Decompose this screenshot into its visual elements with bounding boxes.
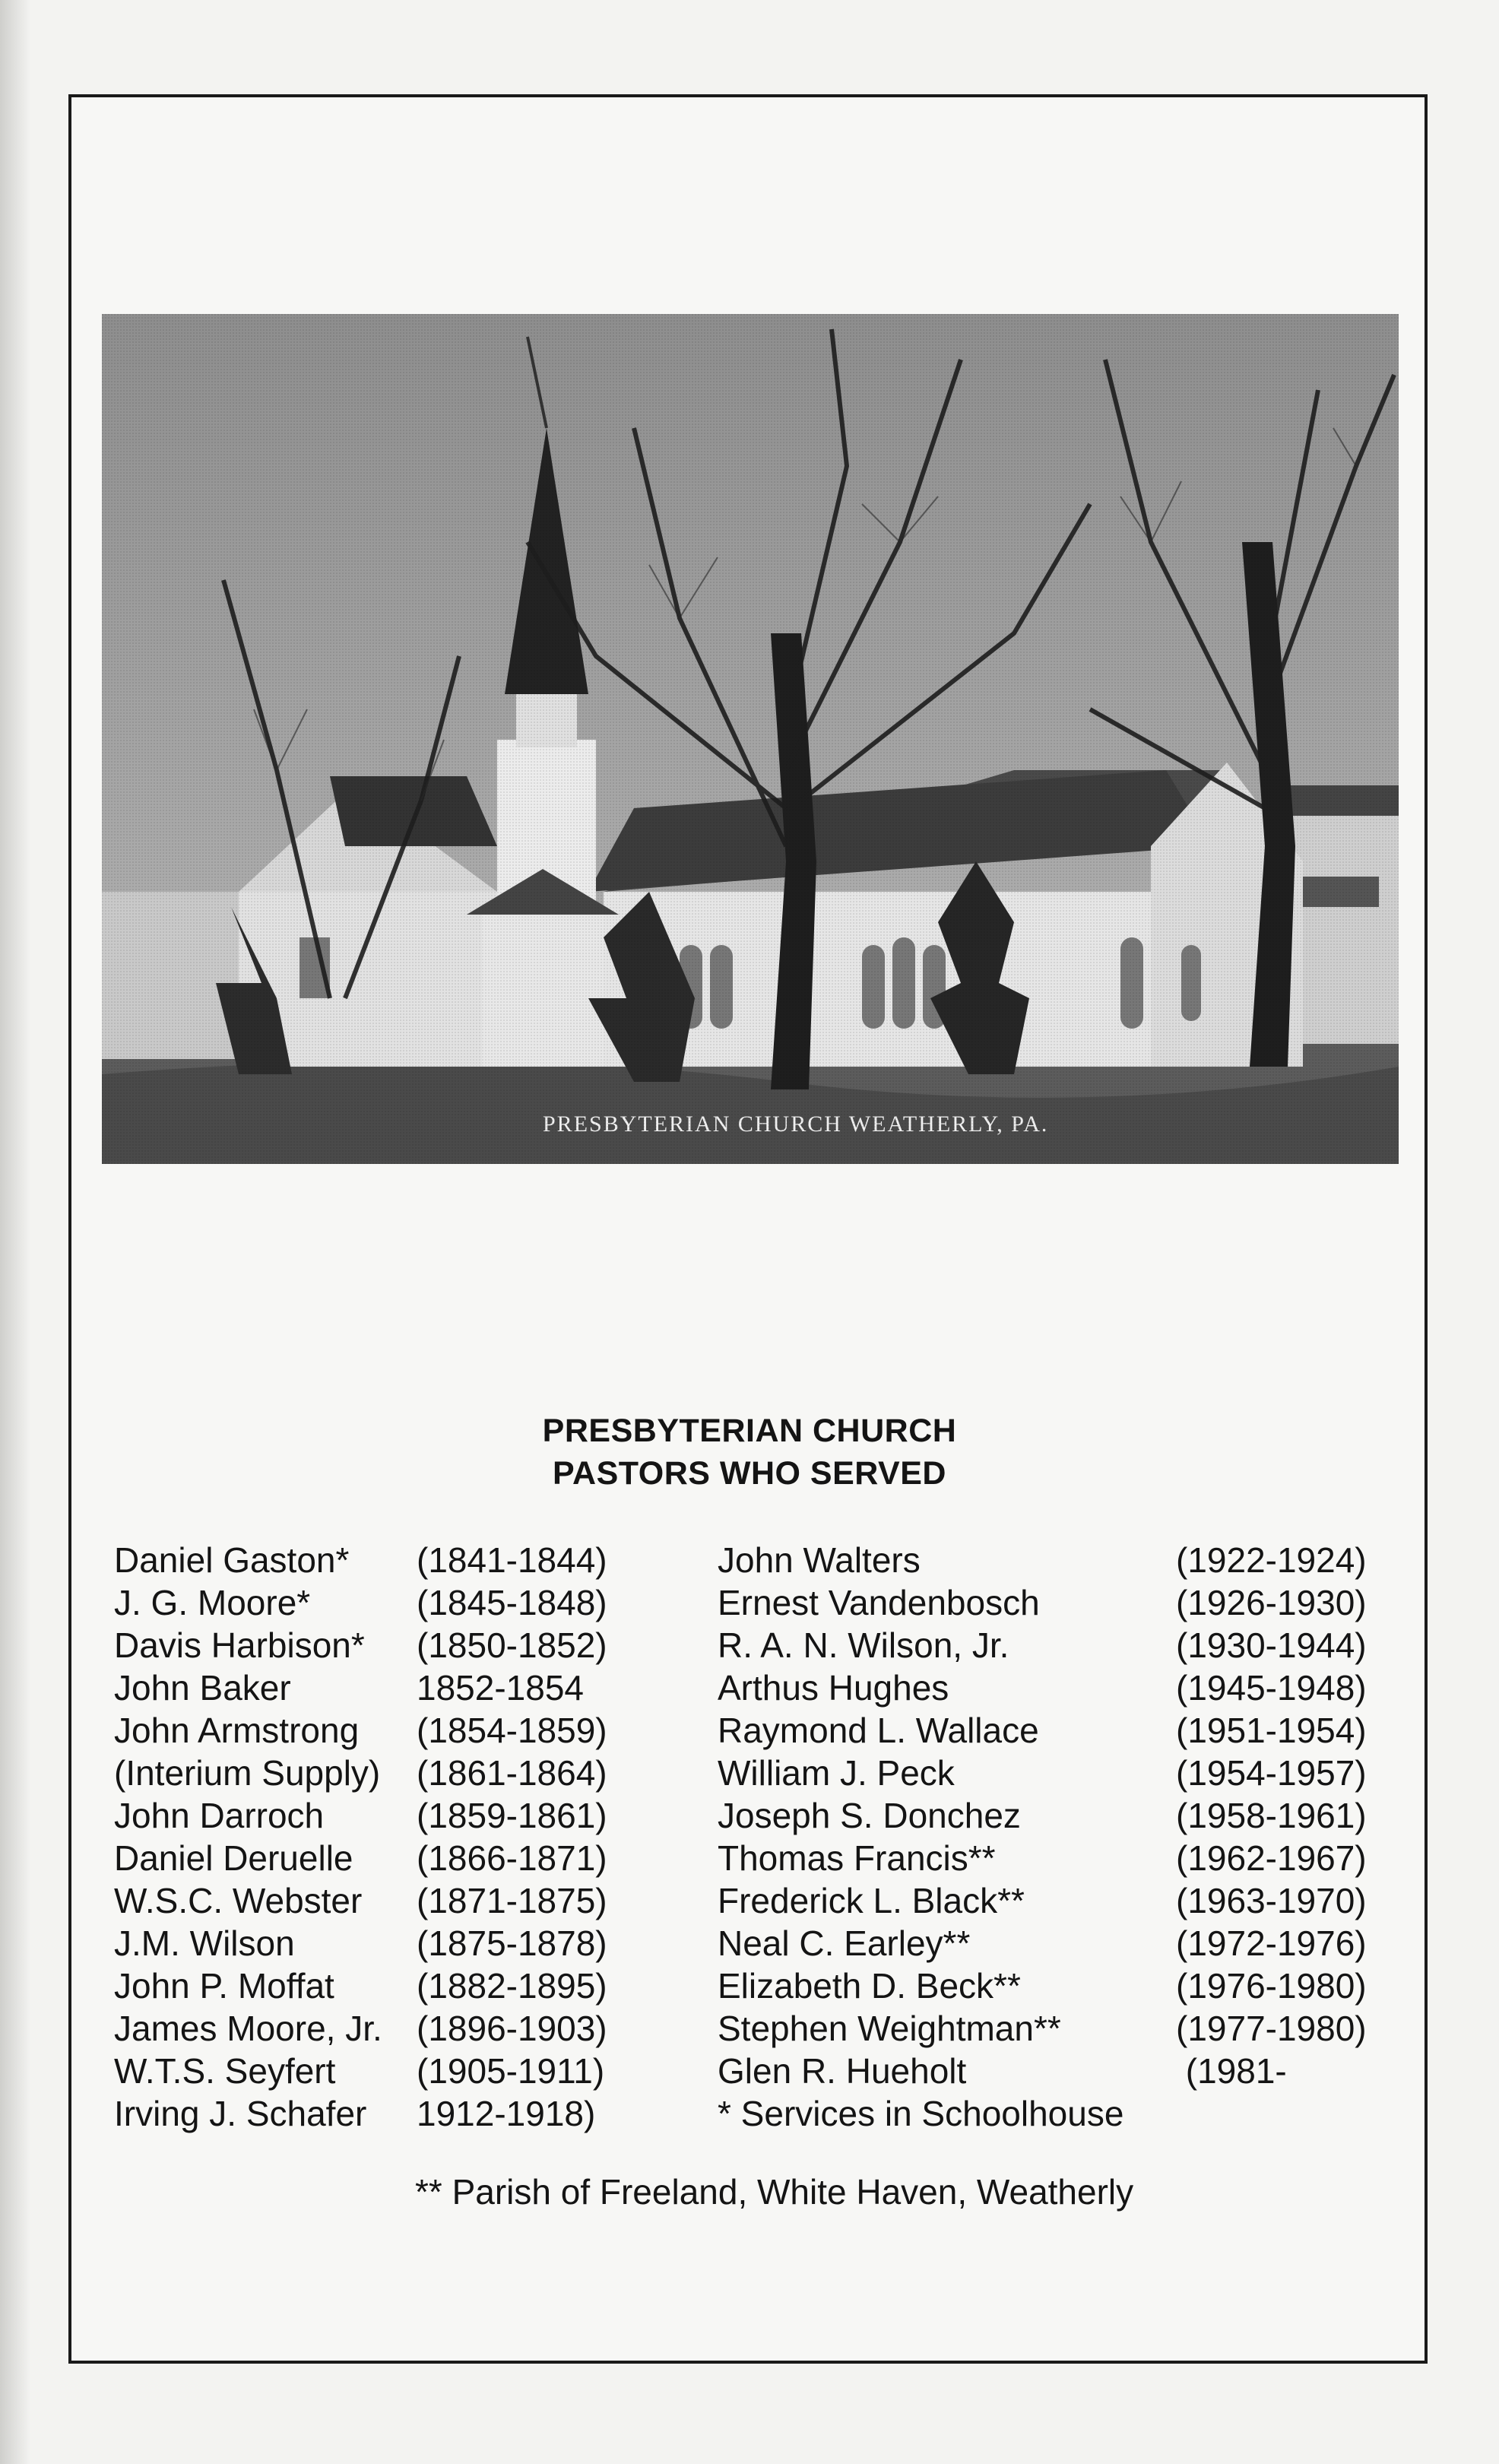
pastor-name: (Interium Supply): [114, 1753, 381, 1793]
heading-line-1: PRESBYTERIAN CHURCH: [542, 1413, 957, 1449]
church-photograph: [102, 314, 1399, 1164]
schoolhouse-footnote: * Services in Schoolhouse: [718, 2094, 1124, 2133]
pastor-name: Elizabeth D. Beck**: [718, 1966, 1021, 2006]
pastor-years: (1882-1895): [417, 1966, 607, 2006]
pastor-name: Daniel Gaston*: [114, 1540, 350, 1580]
pastor-name: Ernest Vandenbosch: [718, 1583, 1040, 1622]
pastor-years: (1951-1954): [1176, 1711, 1367, 1750]
pastor-years: (1954-1957): [1176, 1753, 1367, 1793]
heading-line-2: PASTORS WHO SERVED: [553, 1455, 946, 1492]
pastor-name: Stephen Weightman**: [718, 2009, 1061, 2048]
pastor-names-right-column: [718, 1539, 1174, 2135]
pastor-years-left-column: [417, 1539, 629, 2135]
pastor-years: (1861-1864): [417, 1753, 607, 1793]
pastor-years: (1958-1961): [1176, 1796, 1367, 1835]
pastor-years: (1850-1852): [417, 1625, 607, 1665]
pastor-name: William J. Peck: [718, 1753, 955, 1793]
pastor-names-left-column: [114, 1539, 410, 2135]
page-edge-shadow: [0, 0, 30, 2464]
pastor-years: (1976-1980): [1176, 1966, 1367, 2006]
pastor-years: (1905-1911): [417, 2051, 605, 2091]
pastor-years: (1859-1861): [417, 1796, 607, 1835]
pastor-years: 1852-1854: [417, 1668, 584, 1708]
pastor-years: (1972-1976): [1176, 1923, 1367, 1963]
pastor-years: (1962-1967): [1176, 1838, 1367, 1878]
pastor-name: Irving J. Schafer: [114, 2094, 367, 2133]
pastor-name: John Walters: [718, 1540, 921, 1580]
pastor-years-right-column: [1176, 1539, 1404, 2092]
pastor-name: Thomas Francis**: [718, 1838, 996, 1878]
church-photo-illustration: [102, 314, 1399, 1164]
pastor-years: (1854-1859): [417, 1711, 607, 1750]
pastor-name: John Armstrong: [114, 1711, 360, 1750]
pastor-name: Davis Harbison*: [114, 1625, 365, 1665]
pastor-years: (1963-1970): [1176, 1881, 1367, 1920]
parish-footnote: ** Parish of Freeland, White Haven, Weatherly: [415, 2172, 1134, 2212]
pastor-name: John Darroch: [114, 1796, 325, 1835]
pastor-name: J.M. Wilson: [114, 1923, 295, 1963]
pastor-name: John P. Moffat: [114, 1966, 334, 2006]
pastor-years: (1977-1980): [1176, 2009, 1367, 2048]
pastor-years: (1841-1844): [417, 1540, 607, 1580]
pastor-years: (1945-1948): [1176, 1668, 1367, 1708]
pastor-years: 1912-1918): [417, 2094, 596, 2133]
pastor-name: Glen R. Hueholt: [718, 2051, 967, 2091]
pastor-years: (1922-1924): [1176, 1540, 1367, 1580]
pastor-name: Raymond L. Wallace: [718, 1711, 1039, 1750]
pastor-name: W.T.S. Seyfert: [114, 2051, 336, 2091]
pastor-name: James Moore, Jr.: [114, 2009, 382, 2048]
pastor-years: (1896-1903): [417, 2009, 607, 2048]
pastor-name: John Baker: [114, 1668, 291, 1708]
pastor-years: (1930-1944): [1176, 1625, 1367, 1665]
pastor-years: (1981-: [1176, 2051, 1287, 2091]
pastor-name: J. G. Moore*: [114, 1583, 311, 1622]
pastor-name: Joseph S. Donchez: [718, 1796, 1021, 1835]
pastor-name: Frederick L. Black**: [718, 1881, 1025, 1920]
pastor-name: W.S.C. Webster: [114, 1881, 363, 1920]
pastor-name: Arthus Hughes: [718, 1668, 949, 1708]
pastor-years: (1875-1878): [417, 1923, 607, 1963]
pastor-years: (1871-1875): [417, 1881, 607, 1920]
pastor-years: (1845-1848): [417, 1583, 607, 1622]
pastor-name: Neal C. Earley**: [718, 1923, 971, 1963]
pastor-years: (1866-1871): [417, 1838, 607, 1878]
pastor-years: (1926-1930): [1176, 1583, 1367, 1622]
pastor-name: Daniel Deruelle: [114, 1838, 353, 1878]
pastor-name: R. A. N. Wilson, Jr.: [718, 1625, 1009, 1665]
